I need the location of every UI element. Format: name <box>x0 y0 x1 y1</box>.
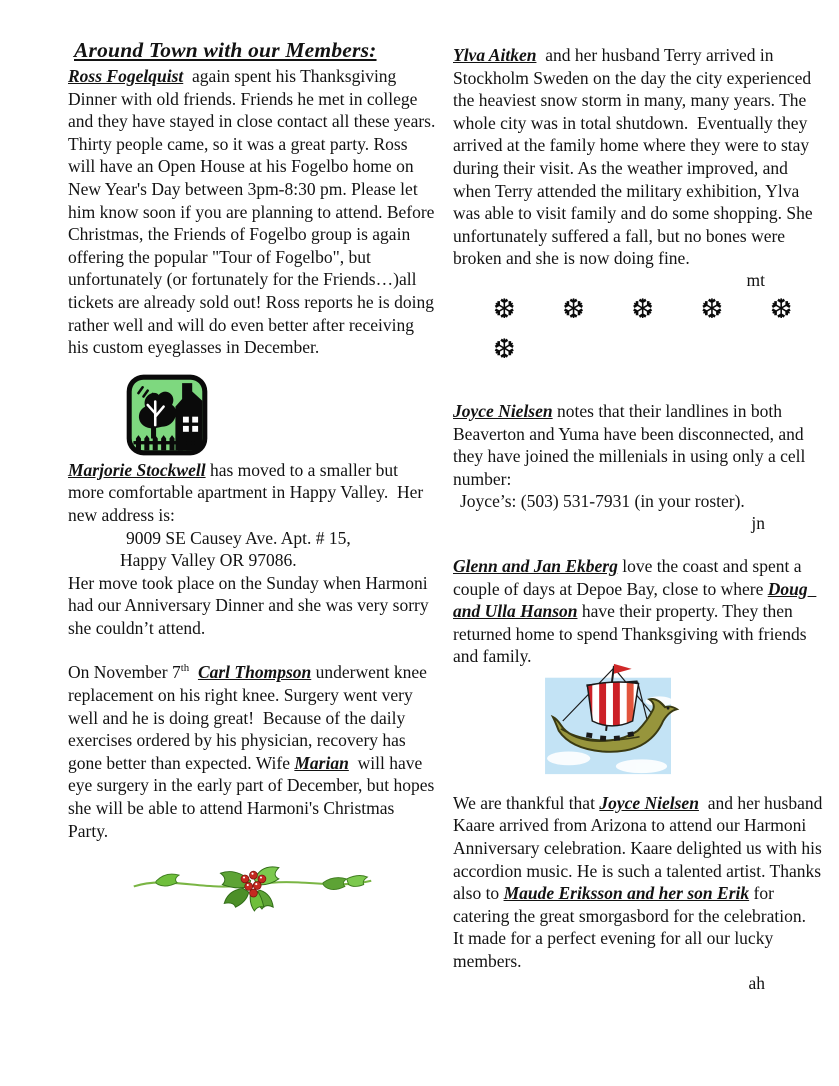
text-segment: Joyce Nielsen <box>599 792 699 813</box>
phone-line: Joyce’s: (503) 531-7931 (in your roster). <box>460 491 745 512</box>
house-tree-clipart <box>125 373 209 457</box>
paragraph-marjorie-rest <box>68 572 436 640</box>
address-line-2: Happy Valley OR 97086. <box>120 550 297 571</box>
left-column <box>68 38 440 913</box>
signature-jn: jn <box>751 512 765 533</box>
text-segment: Maude Eriksson and her son Erik <box>503 883 750 904</box>
spacer <box>68 639 436 661</box>
text-segment <box>189 662 198 682</box>
paragraph-carl-thompson <box>68 661 439 842</box>
holly-garland <box>130 858 375 913</box>
text-segment: Carl Thompson <box>197 662 312 683</box>
text-segment: Ross Fogelquist <box>68 66 184 86</box>
text-segment: for catering the great smorgasbord for the celebration. It made for a perfect evening for all our lucky members. <box>453 883 815 972</box>
viking-ship-clipart <box>531 660 689 782</box>
text-segment: Glenn and Jan Ekberg <box>453 555 618 576</box>
paragraph-ylva-aitken <box>453 44 825 270</box>
text-segment: Doug and Ulla Hanson <box>453 578 817 622</box>
text-segment: has moved to a smaller but more comfortable apartment in Happy Valley. Her new address is: <box>68 459 428 525</box>
signature-ah: ah <box>748 972 765 993</box>
paragraph-thankful-joyce-kaare <box>453 792 825 973</box>
spacer <box>453 370 825 400</box>
pennant-flag <box>614 664 632 674</box>
spacer <box>453 782 825 792</box>
text-segment: Marjorie Stockwell <box>68 459 206 480</box>
section-heading: Around Town with our Members: <box>74 38 377 62</box>
paragraph-joyce-nielsen <box>453 400 825 490</box>
right-column <box>453 44 825 993</box>
paragraph-ross-fogelquist <box>68 65 440 359</box>
text-segment: love the coast and spent a couple of days at Depoe Bay, close to where <box>453 555 806 599</box>
text-segment: again spent his Thanksgiving Dinner with old friends. Friends he met in college and they have stayed in close contact all these years. Thirty people came, so it was a great party. Ross will have an Open House at his Fogelbo home on New Year's Day between 3pm-8:30 pm. Please let him know soon if you are planning to attend. Before Christmas, the Friends of Fogelbo group is again offering the popular "Tour of Fogelbo", but unfortunately (or fortunately for the Friends…)all tickets are already sold out! Ross reports he is doing rather well and will do even better after receiving his custom eyeglasses in December. <box>68 66 440 358</box>
text-segment: and her husband Terry arrived in Stockholm Sweden on the day the city experienced the heaviest snow storm in many, many years. The whole city was in total shutdown. Eventually they arrived at the family home where they were to stay during their visit. As the weather improved, and when Terry attended the military exhibition, Ylva was able to visit family and do some shopping. She unfortunately suffered a fall, but no bones were broken and she is now doing fine. <box>453 45 818 269</box>
text-segment: have their property. They then returned home to spend Thanksgiving with friends and family. <box>453 601 811 667</box>
text-segment: and her husband Kaare arrived from Arizona to attend our Harmoni Anniversary celebration. Kaare delighted us with his accordion music. He is such a talented artist. Thanks also to <box>453 792 827 904</box>
text-segment: On November 7 <box>68 662 181 683</box>
text-segment: Marian <box>294 752 349 773</box>
text-segment: underwent knee replacement on his right knee. Surgery went very well and he is doing great! Because of the daily exercises ordered by his physician, recovery has gone better than expected. Wife <box>68 662 432 773</box>
spacer <box>453 533 825 555</box>
paragraph-marjorie-intro <box>68 459 436 527</box>
text-segment: will have eye surgery in the early part of December, but hopes she will be able to attend Harmoni's Christmas Party. <box>68 752 439 841</box>
text-segment: Ylva Aitken <box>453 45 537 65</box>
text-segment: We are thankful that <box>453 792 600 813</box>
paragraph-glenn-ekberg <box>453 555 825 668</box>
text-segment: Joyce Nielsen <box>453 400 553 421</box>
signature-mt: mt <box>746 269 765 290</box>
text-segment: th <box>180 662 190 675</box>
text-segment: Her move took place on the Sunday when Harmoni had our Anniversary Dinner and she was very sorry she couldn’t attend. <box>68 572 433 638</box>
snowflake-divider: ❆ ❆ ❆ ❆ ❆ ❆ <box>493 293 812 365</box>
text-segment: notes that their landlines in both Beaverton and Yuma have been disconnected, and they have joined the millenials in using only a cell number: <box>453 400 810 489</box>
address-line-1: 9009 SE Causey Ave. Apt. # 15, <box>126 527 351 548</box>
